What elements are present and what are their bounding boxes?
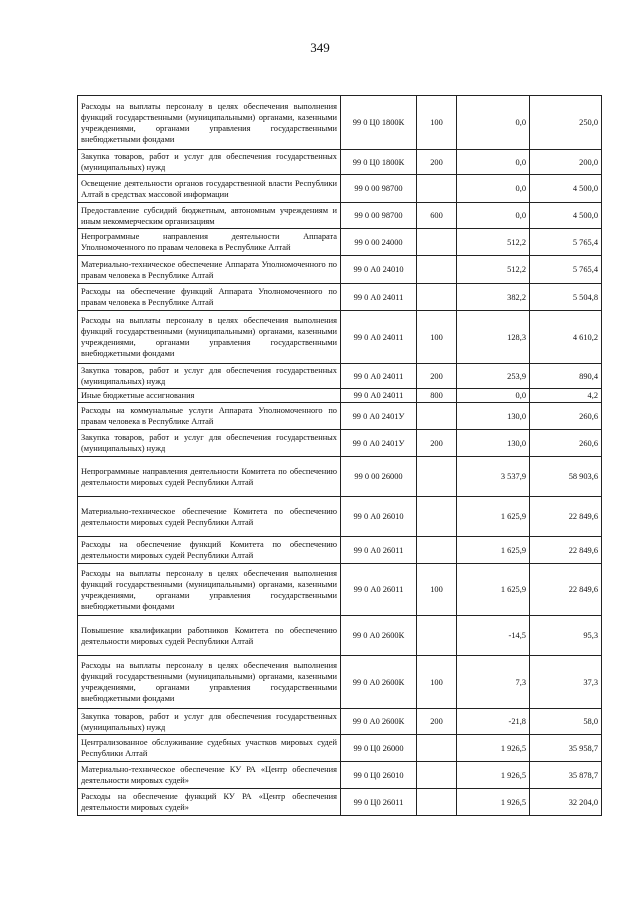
- row-expense-type: [417, 256, 457, 284]
- row-name: Расходы на коммунальные услуги Аппарата Уполномоченного по правам человека в Республике Алтай: [78, 403, 341, 430]
- row-code: 99 0 А0 24011: [341, 364, 417, 389]
- row-amount-change: 130,0: [457, 430, 530, 457]
- budget-table-body: [78, 96, 602, 816]
- row-expense-type: 200: [417, 150, 457, 175]
- table-row: [78, 364, 602, 389]
- row-amount-total: 250,0: [530, 96, 602, 150]
- row-expense-type: [417, 229, 457, 256]
- row-amount-change: 0,0: [457, 175, 530, 203]
- row-amount-total: 4,2: [530, 389, 602, 403]
- row-amount-total: 32 204,0: [530, 789, 602, 816]
- row-amount-total: 58,0: [530, 709, 602, 735]
- row-amount-total: 37,3: [530, 656, 602, 709]
- table-row: [78, 284, 602, 311]
- row-code: 99 0 Ц0 26011: [341, 789, 417, 816]
- row-expense-type: 600: [417, 203, 457, 229]
- row-expense-type: [417, 789, 457, 816]
- row-amount-total: 5 765,4: [530, 256, 602, 284]
- row-expense-type: 200: [417, 430, 457, 457]
- row-amount-total: 35 878,7: [530, 762, 602, 789]
- row-expense-type: [417, 457, 457, 497]
- row-name: Закупка товаров, работ и услуг для обеспечения государственных (муниципальных) нужд: [78, 150, 341, 175]
- row-expense-type: [417, 403, 457, 430]
- table-row: [78, 150, 602, 175]
- row-code: 99 0 А0 2600К: [341, 709, 417, 735]
- row-amount-total: 4 500,0: [530, 203, 602, 229]
- row-name: Расходы на обеспечение функций КУ РА «Центр обеспечения деятельности мировых судей»: [78, 789, 341, 816]
- table-row: [78, 735, 602, 762]
- row-amount-total: 200,0: [530, 150, 602, 175]
- row-expense-type: 100: [417, 656, 457, 709]
- table-row: [78, 497, 602, 537]
- table-row: [78, 709, 602, 735]
- row-expense-type: [417, 762, 457, 789]
- table-row: [78, 403, 602, 430]
- page-number: 349: [310, 40, 330, 55]
- row-amount-change: 130,0: [457, 403, 530, 430]
- row-expense-type: 200: [417, 364, 457, 389]
- row-amount-change: 0,0: [457, 96, 530, 150]
- row-expense-type: 200: [417, 709, 457, 735]
- row-amount-total: 22 849,6: [530, 564, 602, 616]
- row-amount-change: 512,2: [457, 256, 530, 284]
- row-code: 99 0 00 26000: [341, 457, 417, 497]
- table-row: [78, 789, 602, 816]
- row-name: Закупка товаров, работ и услуг для обеспечения государственных (муниципальных) нужд: [78, 364, 341, 389]
- row-amount-change: 0,0: [457, 389, 530, 403]
- row-code: 99 0 А0 24011: [341, 311, 417, 364]
- row-amount-change: 1 926,5: [457, 735, 530, 762]
- row-amount-change: 1 926,5: [457, 789, 530, 816]
- row-amount-change: 128,3: [457, 311, 530, 364]
- row-name: Расходы на выплаты персоналу в целях обеспечения выполнения функций государственными (муниципальными) органами, казенными учреждениями, органами управления государственными внебюджетными фондами: [78, 96, 341, 150]
- row-amount-total: 22 849,6: [530, 497, 602, 537]
- row-name: Расходы на выплаты персоналу в целях обеспечения выполнения функций государственными (муниципальными) органами, казенными учреждениями, органами управления государственными внебюджетными фондами: [78, 564, 341, 616]
- row-code: 99 0 00 98700: [341, 175, 417, 203]
- table-row: [78, 457, 602, 497]
- row-expense-type: [417, 497, 457, 537]
- row-code: 99 0 А0 24011: [341, 284, 417, 311]
- row-expense-type: 100: [417, 311, 457, 364]
- row-amount-change: 7,3: [457, 656, 530, 709]
- row-name: Повышение квалификации работников Комитета по обеспечению деятельности мировых судей Республики Алтай: [78, 616, 341, 656]
- row-expense-type: [417, 735, 457, 762]
- row-name: Закупка товаров, работ и услуг для обеспечения государственных (муниципальных) нужд: [78, 709, 341, 735]
- row-name: Закупка товаров, работ и услуг для обеспечения государственных (муниципальных) нужд: [78, 430, 341, 457]
- row-amount-total: 5 504,8: [530, 284, 602, 311]
- row-amount-change: 382,2: [457, 284, 530, 311]
- row-name: Расходы на обеспечение функций Комитета по обеспечению деятельности мировых судей Республики Алтай: [78, 537, 341, 564]
- row-name: Предоставление субсидий бюджетным, автономным учреждениям и иным некоммерческим организациям: [78, 203, 341, 229]
- table-row: [78, 311, 602, 364]
- row-name: Материально-техническое обеспечение Комитета по обеспечению деятельности мировых судей Республики Алтай: [78, 497, 341, 537]
- row-amount-total: 260,6: [530, 430, 602, 457]
- row-expense-type: 800: [417, 389, 457, 403]
- row-code: 99 0 А0 2401У: [341, 403, 417, 430]
- table-row: [78, 616, 602, 656]
- row-expense-type: [417, 284, 457, 311]
- row-name: Расходы на обеспечение функций Аппарата Уполномоченного по правам человека в Республике Алтай: [78, 284, 341, 311]
- row-code: 99 0 00 24000: [341, 229, 417, 256]
- table-row: [78, 656, 602, 709]
- row-amount-change: 1 625,9: [457, 564, 530, 616]
- row-amount-change: 512,2: [457, 229, 530, 256]
- row-code: 99 0 Ц0 1800К: [341, 96, 417, 150]
- row-amount-change: -14,5: [457, 616, 530, 656]
- row-name: Материально-техническое обеспечение Аппарата Уполномоченного по правам человека в Республике Алтай: [78, 256, 341, 284]
- row-name: Иные бюджетные ассигнования: [78, 389, 341, 403]
- row-expense-type: [417, 537, 457, 564]
- row-amount-change: 1 625,9: [457, 497, 530, 537]
- row-name: Освещение деятельности органов государственной власти Республики Алтай в средствах массовой информации: [78, 175, 341, 203]
- table-row: [78, 96, 602, 150]
- table-row: [78, 537, 602, 564]
- row-code: 99 0 00 98700: [341, 203, 417, 229]
- row-amount-change: 1 926,5: [457, 762, 530, 789]
- table-row: [78, 389, 602, 403]
- row-expense-type: 100: [417, 564, 457, 616]
- table-row: [78, 762, 602, 789]
- row-amount-total: 4 500,0: [530, 175, 602, 203]
- row-amount-change: 253,9: [457, 364, 530, 389]
- row-amount-total: 5 765,4: [530, 229, 602, 256]
- row-code: 99 0 А0 26010: [341, 497, 417, 537]
- table-row: [78, 256, 602, 284]
- row-amount-change: 3 537,9: [457, 457, 530, 497]
- row-amount-change: 0,0: [457, 203, 530, 229]
- row-code: 99 0 Ц0 26000: [341, 735, 417, 762]
- table-row: [78, 564, 602, 616]
- row-code: 99 0 А0 26011: [341, 564, 417, 616]
- row-expense-type: [417, 616, 457, 656]
- table-row: [78, 229, 602, 256]
- row-name: Материально-техническое обеспечение КУ РА «Центр обеспечения деятельности мировых судей»: [78, 762, 341, 789]
- row-expense-type: [417, 175, 457, 203]
- row-code: 99 0 Ц0 26010: [341, 762, 417, 789]
- row-name: Непрограммные направления деятельности Комитета по обеспечению деятельности мировых судей Республики Алтай: [78, 457, 341, 497]
- table-row: [78, 430, 602, 457]
- row-amount-change: 1 625,9: [457, 537, 530, 564]
- budget-table: [77, 95, 602, 816]
- row-amount-total: 890,4: [530, 364, 602, 389]
- row-amount-total: 4 610,2: [530, 311, 602, 364]
- row-code: 99 0 А0 2401У: [341, 430, 417, 457]
- row-code: 99 0 А0 2600К: [341, 656, 417, 709]
- row-code: 99 0 А0 24010: [341, 256, 417, 284]
- row-amount-total: 35 958,7: [530, 735, 602, 762]
- row-name: Расходы на выплаты персоналу в целях обеспечения выполнения функций государственными (муниципальными) органами, казенными учреждениями, органами управления государственными внебюджетными фондами: [78, 311, 341, 364]
- row-amount-change: 0,0: [457, 150, 530, 175]
- row-name: Непрограммные направления деятельности Аппарата Уполномоченного по правам человека в Республике Алтай: [78, 229, 341, 256]
- row-code: 99 0 А0 24011: [341, 389, 417, 403]
- table-row: [78, 175, 602, 203]
- row-amount-total: 22 849,6: [530, 537, 602, 564]
- row-amount-total: 58 903,6: [530, 457, 602, 497]
- row-code: 99 0 Ц0 1800К: [341, 150, 417, 175]
- table-row: [78, 203, 602, 229]
- row-code: 99 0 А0 2600К: [341, 616, 417, 656]
- row-expense-type: 100: [417, 96, 457, 150]
- row-code: 99 0 А0 26011: [341, 537, 417, 564]
- row-name: Централизованное обслуживание судебных участков мировых судей Республики Алтай: [78, 735, 341, 762]
- row-name: Расходы на выплаты персоналу в целях обеспечения выполнения функций государственными (муниципальными) органами, казенными учреждениями, органами управления государственными внебюджетными фондами: [78, 656, 341, 709]
- row-amount-total: 95,3: [530, 616, 602, 656]
- row-amount-total: 260,6: [530, 403, 602, 430]
- row-amount-change: -21,8: [457, 709, 530, 735]
